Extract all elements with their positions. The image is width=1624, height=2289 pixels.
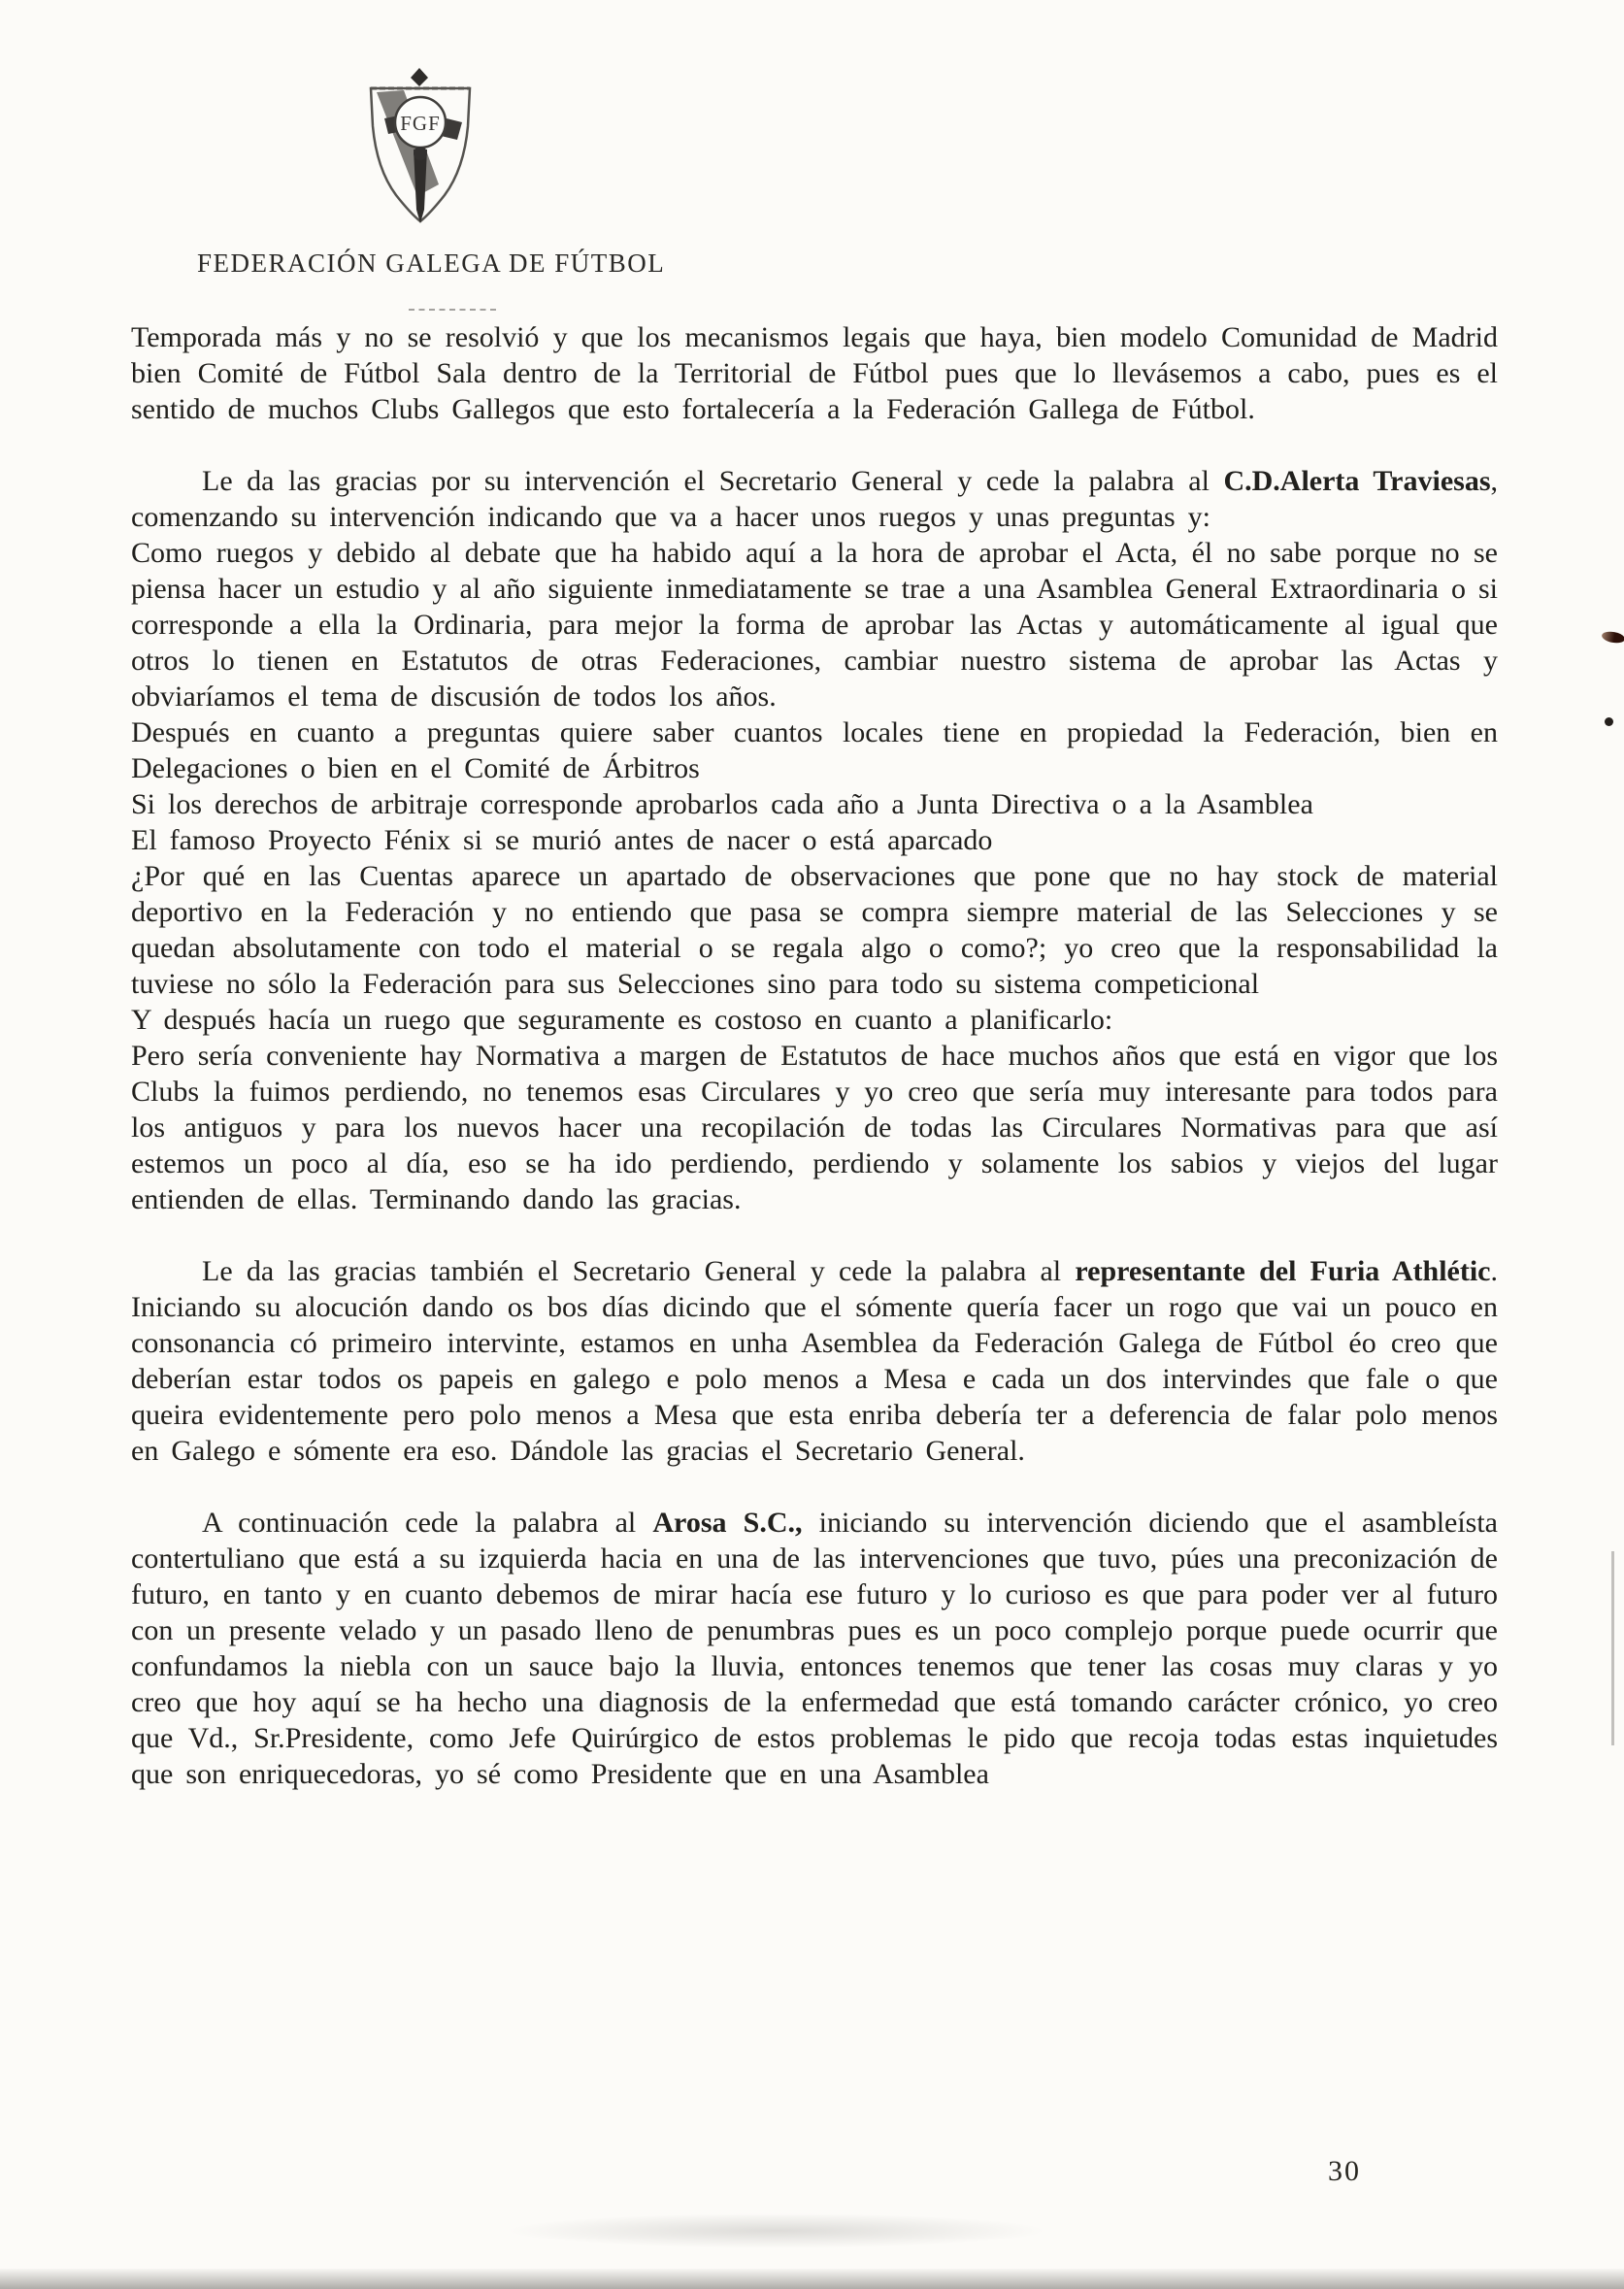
text-segment: iniciando su intervención diciendo que el asambleísta contertuliano que está a su izquierda hacia en una de las intervenciones que tuvo, púes una preconización de futuro, en tanto y en cuanto debemos de mirar hacía ese futuro y lo curioso es que para poder ver al futuro con un presente velado y un pasado lleno de penumbras pues es un poco complejo porque puede ocurrir que confundamos la niebla con un sauce bajo la lluvia, entonces tenemos que tener las cosas muy claras y yo creo que hoy aquí se ha hecho una diagnosis de la enfermedad que está tomando carácter crónico, yo creo que Vd., Sr.Presidente, como Jefe Quirúrgico de estos problemas le pido que recoja todas estas inquietudes que son enriquecedoras, yo sé como Presidente que en una Asamblea [131, 1507, 1499, 1790]
text-segment: A continuación cede la palabra al [202, 1507, 653, 1539]
text-segment: Temporada más y no se resolvió y que los mecanismos legais que haya, bien modelo Comunidad de Madrid bien Comité de Fútbol Sala dentro de la Territorial de Fútbol pues que lo llevásemos a cabo, pues es el sentido de muchos Clubs Gallegos que esto fortalecería a la Federación Gallega de Fútbol. [131, 321, 1498, 425]
paragraph [131, 786, 1498, 822]
text-segment: Como ruegos y debido al debate que ha habido aquí a la hora de aprobar el Acta, él no sabe porque no se piensa hacer un estudio y al año siguiente inmediatamente se trae a una Asamblea General Extraordinaria o si corresponde a ella la Ordinaria, para mejor la forma de aprobar las Actas y automáticamente al igual que otros lo tienen en Estatutos de otras Federaciones, cambiar nuestro sistema de aprobar las Actas y obviaríamos el tema de discusión de todos los años. [131, 537, 1498, 713]
paragraph [131, 1253, 1498, 1469]
scan-smudge-artifact [505, 2213, 1048, 2248]
text-segment: ¿Por qué en las Cuentas aparece un apartado de observaciones que pone que no hay stock de material deportivo en la Federación y no entiendo que pasa se compra siempre material de las Selecciones y se quedan absolutamente con todo el material o se regala algo o como?; yo creo que la responsabilidad la tuviese no sólo la Federación para sus Selecciones sino para todo su sistema competicional [131, 860, 1498, 1000]
paragraph [131, 1038, 1498, 1217]
document-text-block [131, 319, 1498, 1792]
text-segment: El famoso Proyecto Fénix si se murió antes de nacer o está aparcado [131, 824, 993, 856]
scan-dash-mark [409, 309, 496, 311]
paragraph [131, 858, 1498, 1002]
ink-dot-artifact [1605, 717, 1613, 726]
text-segment: Le da las gracias por su intervención el Secretario General y cede la palabra al [202, 465, 1224, 497]
paragraph [131, 822, 1498, 858]
paragraph [131, 463, 1498, 535]
scan-streak-artifact [1611, 1551, 1614, 1745]
bold-text-segment: C.D.Alerta Traviesas [1223, 465, 1491, 497]
bold-text-segment: representante del Furia Athlétic [1075, 1255, 1491, 1287]
bold-text-segment: Arosa S.C., [652, 1507, 803, 1539]
paragraph [131, 535, 1498, 714]
pen-mark-artifact [1601, 630, 1624, 645]
text-segment: Si los derechos de arbitraje corresponde aprobarlos cada año a Junta Directiva o a la Asamblea [131, 788, 1313, 820]
paragraph [131, 319, 1498, 427]
page-number: 30 [1328, 2155, 1361, 2187]
text-segment: Pero sería conveniente hay Normativa a margen de Estatutos de hace muchos años que está en vigor que los Clubs la fuimos perdiendo, no tenemos esas Circulares y yo creo que sería muy interesante para todos para los antiguos y para los nuevos hacer una recopilación de todas las Circulares Normativas para que así estemos un poco al día, eso se ha ido perdiendo, perdiendo y solamente los sabios y viejos del lugar entienden de ellas. Terminando dando las gracias. [131, 1040, 1498, 1215]
text-segment: Le da las gracias también el Secretario General y cede la palabra al [202, 1255, 1076, 1287]
text-segment: . Iniciando su alocución dando os bos días dicindo que el sómente quería facer un rogo que vai un pouco en consonancia có primeiro intervinte, estamos en unha Asemblea da Federación Galega de Fútbol éo creo que deberían estar todos os papeis en galego e polo menos a Mesa e cada un dos intervindes que fale o que queira evidentemente pero polo menos a Mesa que esta enriba debería ter a deferencia de falar polo menos en Galego e sómente era eso. Dándole las gracias el Secretario General. [131, 1255, 1498, 1467]
federation-crest-logo [351, 66, 489, 235]
paragraph [131, 1505, 1498, 1792]
paragraph [131, 714, 1498, 786]
text-segment: Después en cuanto a preguntas quiere saber cuantos locales tiene en propiedad la Federación, bien en Delegaciones o bien en el Comité de Árbitros [131, 716, 1498, 784]
paragraph [131, 1002, 1498, 1038]
federation-name-heading: FEDERACIÓN GALEGA DE FÚTBOL [197, 249, 666, 278]
crest-initials: FGF [400, 112, 441, 135]
shield-crest-icon [351, 66, 489, 235]
text-segment: , comenzando su intervención indicando que va a hacer unos ruegos y unas preguntas y: [131, 465, 1498, 533]
scan-edge-band [0, 2269, 1624, 2289]
text-segment: Y después hacía un ruego que seguramente es costoso en cuanto a planificarlo: [131, 1004, 1113, 1036]
